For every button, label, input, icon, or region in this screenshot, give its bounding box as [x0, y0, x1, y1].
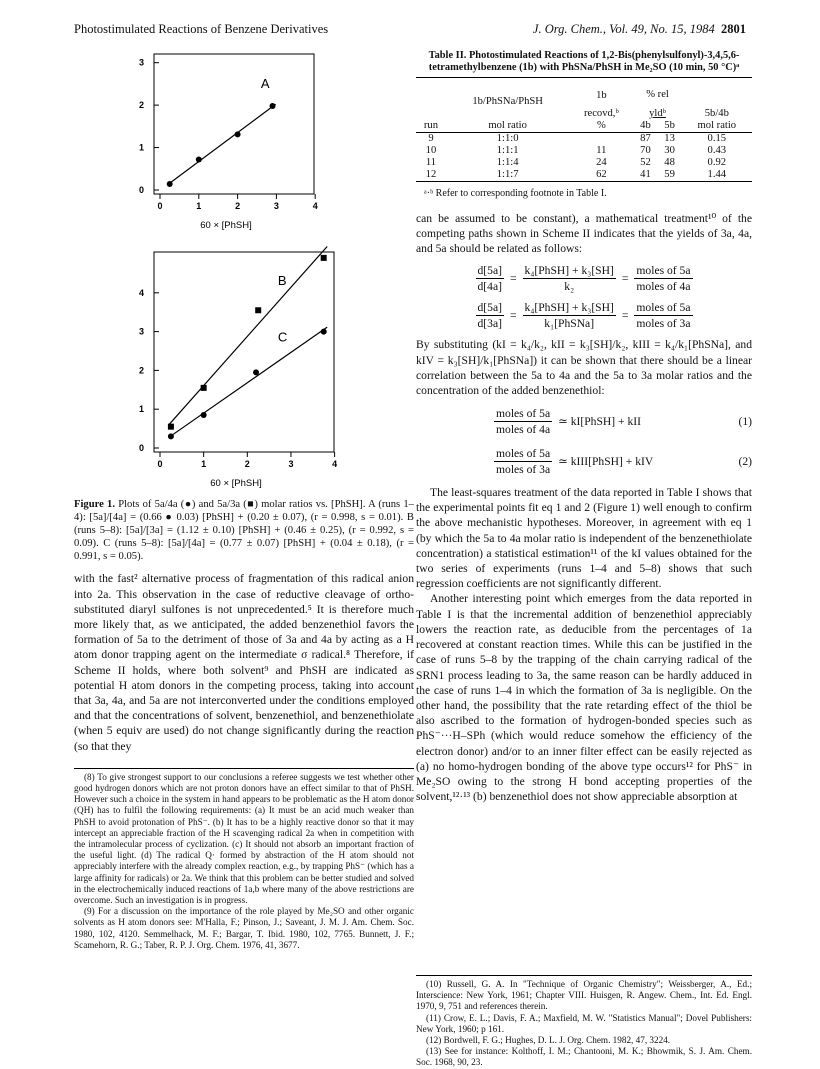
eq-numerator: d[5a]: [476, 263, 504, 279]
table-title: Table II. Photostimulated Reactions of 1,2-Bis(phenylsulfonyl)-3,4,5,6-tetramethylbenzene (1b) with PhSNa/PhSH in Me₂SO (10 min, 50 °C)ᵃ: [428, 50, 740, 74]
table-cell: 1.44: [707, 168, 727, 180]
table-cell: 1:1:0: [496, 132, 519, 144]
eq-denominator: moles of 3a: [496, 462, 551, 476]
series-b-point: [201, 385, 207, 391]
eq-numerator: k₄[PhSH] + k₃[SH]: [523, 300, 616, 316]
table-cell: 10: [425, 144, 437, 156]
footnote-9: (9) For a discussion on the importance of the role played by Me₂SO and other organic solvents as H atom donors see: M'Halla, F.; Pinson, J.; Saveant, J. M. J. Am. Chem. Soc. 1980, 102, 4120. Semmelhack, M. F.; Bargar, T. Ibid. 1980, 102, 7765. Bunnett, J. F.; Scamehorn, R. G.; Taber, R. P. J. Org. Chem. 1976, 41, 3677.: [74, 906, 414, 950]
left-body-paragraph: with the fast² alternative process of fragmentation of this radical anion into 2a. This observation in the case of reductive cleavage of ortho-substituted diaryl sulfones is not unprecedented.⁵ It is therefore much more likely that, as we anticipated, the added benzenethiol favors the formation of 5a to the detriment of those of 3a and 4a by acting as a H atom donor trapping agent on the intermediate σ radical.⁸ Therefore, if Scheme II holds, where both solvent⁹ and PhSH are indicated as potential H atom donors in the competing process, taking into account that 3a, 4a, and 5a are not interconverted under the conditions employed and that the concentrations of solvent, benzenethiol, and benzenethiolate (when 5 equiv are used) do not change significantly during the reaction (so that they: [74, 572, 414, 753]
th-recovd-2: recovd,ᵇ: [583, 107, 619, 119]
table-cell: 24: [596, 156, 607, 168]
eq-denominator: d[4a]: [477, 279, 502, 293]
table-cell: [569, 132, 633, 145]
x-tick-label: 3: [273, 201, 279, 211]
equation-2: [416, 446, 752, 477]
series-a-fit-line: [168, 104, 276, 184]
y-tick-label: 3: [138, 326, 144, 337]
table-bottom-rule: [416, 181, 752, 182]
series-a-point: [167, 181, 173, 187]
eq-denominator: moles of 3a: [636, 317, 691, 331]
footnote-rule: [74, 768, 414, 769]
left-column: [74, 50, 414, 951]
series-c-point: [253, 370, 259, 376]
y-tick-label: 0: [138, 443, 144, 454]
th-4b: 4b: [640, 119, 651, 131]
series-b-point: [255, 307, 261, 313]
th-recovd-1: 1b: [596, 89, 607, 101]
right-mid-paragraph: By substituting (kI = k₄/k₂, kII = k₃[SH]/k₂, kIII = k₄/k₁[PhSNa], and kIV = k₃[SH]/k₁[PhSNa]) it can be shown that there should be a linear correlation between the 5a to 4a and the 5a to 3a molar ratios and the concentration of the added benzenethiol:: [416, 338, 752, 398]
th-ratio54-2: mol ratio: [697, 119, 737, 131]
table-cell: 48: [664, 156, 675, 168]
figure-label: Figure 1.: [74, 499, 115, 511]
table-row: [416, 132, 752, 145]
table-cell: 62: [596, 168, 607, 180]
eq-denominator: k₂: [564, 279, 575, 293]
series-b-fit-line: [169, 247, 327, 425]
table-cell: 1:1:7: [496, 168, 519, 180]
plot-a: [74, 50, 414, 238]
table-cell: 87: [640, 132, 651, 144]
eq-sign: =: [621, 309, 629, 323]
eq-number: (2): [738, 454, 752, 468]
series-c-point: [168, 434, 174, 440]
eq-rhs: ≃ kI[PhSH] + kII: [558, 415, 642, 429]
series-c-fit-line: [169, 327, 327, 437]
footnote-11: (11) Crow, E. L.; Davis, F. A.; Maxfield, M. W. "Statistics Manual"; Dovel Publishers: New York, 1960; p 161.: [416, 1012, 752, 1034]
series-a-point: [270, 103, 276, 109]
table-cell: 12: [425, 168, 437, 180]
table-row: [416, 169, 752, 181]
table-cell: 30: [664, 144, 675, 156]
y-tick-label: 4: [138, 288, 144, 299]
y-tick-label: 0: [138, 185, 144, 195]
eq-sign: =: [621, 271, 629, 285]
table-cell: 59: [664, 168, 675, 180]
x-tick-label: 1: [201, 459, 207, 470]
y-tick-label: 3: [138, 57, 144, 68]
footnote-rule: [416, 975, 752, 976]
x-tick-label: 1: [196, 201, 202, 211]
table-cell: 1:1:4: [496, 156, 519, 168]
x-tick-label: 4: [312, 201, 318, 211]
header-journal: [533, 22, 746, 37]
running-header: [74, 22, 746, 40]
x-tick-label: 4: [332, 459, 338, 470]
plot-frame: [154, 252, 334, 452]
y-tick-label: 1: [138, 142, 144, 153]
eq-denominator: d[3a]: [477, 317, 502, 331]
th-5b: 5b: [664, 119, 675, 131]
eq-rhs: ≃ kIII[PhSH] + kIV: [558, 454, 654, 468]
plot-frame: [154, 54, 314, 194]
journal-citation: J. Org. Chem., Vol. 49, No. 15, 1984: [532, 22, 715, 36]
y-tick-label: 2: [138, 100, 144, 111]
right-column: [416, 50, 752, 804]
eq-numerator: moles of 5a: [634, 300, 692, 316]
table-cell: 1:1:1: [496, 144, 519, 156]
right-body-paragraph: The least-squares treatment of the data reported in Table I shows that the experimental points fit eq 1 and 2 (Figure 1) well enough to confirm the above mechanistic hypotheses. Moreover, in agreement with eq 1 (by which the 5a to 4a molar ratio is independent of the benzenethiolate concentration) a statistical estimation¹¹ of the kI values obtained for the two series of experiments (runs 1–4 and 5–8) shows that such regression coefficients are not significantly different.: [416, 486, 752, 591]
footnote-12: (12) Bordwell, F. G.; Hughes, D. L. J. Org. Chem. 1982, 47, 3224.: [426, 1035, 671, 1046]
right-intro-paragraph: can be assumed to be constant), a mathematical treatment¹⁰ of the competing paths shown in Scheme II indicates that the yields of 3a, 4a, and 5a should be related as follows:: [416, 212, 752, 256]
figure-caption: [74, 498, 414, 563]
series-b-point: [321, 255, 327, 261]
x-tick-label: 2: [235, 201, 241, 211]
eq-sign: =: [509, 309, 517, 323]
table-cell: 11: [596, 144, 607, 156]
table-row: [416, 157, 752, 169]
eq-denominator: k₁[PhSNa]: [544, 317, 595, 331]
table-cell: 41: [640, 168, 651, 180]
plot-b-c: [74, 242, 414, 492]
figure-caption-text: Plots of 5a/4a (●) and 5a/3a (■) molar ratios vs. [PhSH]. A (runs 1–4): [5a]/[4a] = (0.66 ● 0.03) [PhSH] + (0.20 ± 0.07), (r = 0.998, s = 0.01). B (runs 5–8): [5a]/[3a] = (1.12 ± 0.10) [PhSH] + (0.46 ± 0.25), (r = 0.992, s = 0.09). C (runs 5–8): [5a]/[4a] = (0.77 ± 0.07) [PhSH] + (0.04 ± 0.18), (r = 0.991, s = 0.05).: [74, 499, 414, 563]
eq-numerator: moles of 5a: [634, 263, 692, 279]
x-axis-label: 60 × [PhSH]: [200, 220, 252, 231]
eq-sign: =: [509, 271, 517, 285]
table-cell: 0.43: [707, 144, 727, 156]
table-cell: 13: [664, 132, 675, 144]
table-cell: 11: [425, 156, 437, 168]
eq-numerator: moles of 5a: [494, 406, 552, 422]
th-ratio-2: mol ratio: [488, 119, 527, 131]
eq-numerator: moles of 5a: [494, 446, 552, 462]
series-c-point: [201, 412, 207, 418]
series-c-point: [321, 329, 327, 335]
y-tick-label: 1: [138, 404, 144, 415]
y-tick-label: 2: [138, 365, 144, 376]
equation-1: [416, 406, 752, 437]
th-rel-1: % rel: [646, 88, 669, 100]
x-tick-label: 0: [157, 459, 163, 470]
table-footnote: ᵃ·ᵇ Refer to corresponding footnote in Table I.: [424, 187, 607, 199]
eq-denominator: moles of 4a: [636, 279, 691, 293]
th-run: run: [423, 119, 439, 131]
x-tick-label: 2: [244, 459, 250, 470]
series-b-point: [168, 424, 174, 430]
table-cell: 70: [640, 144, 651, 156]
series-a-point: [196, 156, 202, 162]
label-c: C: [277, 329, 288, 345]
footnote-8: (8) To give strongest support to our conclusions a referee suggests we test whether other good hydrogen donors which are not proton donors have an effect similar to that of PhSH. However such a choice in the system in hand appears to be problematic as the H atom donor (QH) has to fulfil the following requirements: (a) It must be an acid much weaker than PhSH to avoid protonation of PhS⁻. (b) It has to be a highly reactive donor so that it may intercept an appreciable fraction of the H scavenging radical 2a when in competition with the intramolecular process of cyclization. (c) It should not absorb an important fraction of the useful light. (d) The radical Q· formed by abstraction of the H atom should not appreciably interfere with the already complex reaction, e.g., by trapping PhS⁻ (which has a large affinity for radicals) or 2a. We think that this problem can be better studied and solved in the electrochemically induced reactions of 1a,b where many of the above restrictions are overcome. Such an investigation is in progress.: [74, 771, 414, 906]
th-recovd-3: %: [596, 119, 606, 131]
eq-denominator: moles of 4a: [496, 423, 551, 437]
th-rel-2: yldᵇ: [649, 107, 666, 119]
footnote-10: (10) Russell, G. A. In "Technique of Organic Chemistry"; Weissberger, A., Ed.; Interscience: New York, 1961; Chapter VIII. Huisgen, R. Angew. Chem., Int. Ed. Engl. 1970, 9, 751 and references therein.: [416, 979, 752, 1012]
table-top-rule: [416, 77, 752, 78]
x-tick-label: 3: [288, 459, 294, 470]
table-cell: 0.15: [707, 132, 727, 144]
eq-numerator: d[5a]: [476, 300, 504, 316]
table-row: [416, 145, 752, 157]
left-footnotes: [74, 772, 414, 951]
eq-numerator: k₄[PhSH] + k₃[SH]: [523, 263, 616, 279]
label-a: A: [260, 76, 270, 92]
table-2: [416, 82, 752, 181]
label-b: B: [277, 273, 287, 289]
eq-number: (1): [738, 415, 752, 429]
x-tick-label: 0: [157, 201, 163, 211]
th-ratio54-1: 5b/4b: [704, 107, 729, 119]
equation-rate-3a: [416, 300, 752, 331]
page-number: 2801: [721, 22, 746, 36]
table-cell: 0.92: [707, 156, 727, 168]
header-title: Photostimulated Reactions of Benzene Derivatives: [74, 22, 329, 36]
series-a-point: [235, 131, 241, 137]
table-cell: 9: [428, 132, 434, 144]
right-body-paragraph: Another interesting point which emerges from the data reported in Table I is that the incremental addition of benzenethiol appreciably lowers the reaction rate, as deducible from the percentages of 1a recovered at constant reaction times. While this can be justified in the case of runs 5–8 by the trapping of the chain carrying radical of the SRN1 process leading to 3a, the same reason can be hardly adduced in the case of runs 1–4 in which the formation of 3a is negligible. On the other hand, the possibility that the rate retarding effect of the thiol be also ascribed to the formation of hydrogen-bonded species such as PhS⁻···H–SPh (which would reduce somehow the efficiency of the electron donor) and/or to an inner filter effect can be easily rejected as (a) no homo-hydrogen bonding of the above type occurs¹² for PhS⁻ in Me₂SO owing to the strong H bond accepting properties of the solvent,¹²·¹³ (b) benzenethiol does not show appreciable absorption at: [416, 592, 752, 804]
table-cell: 52: [640, 156, 651, 168]
x-axis-label: 60 × [PhSH]: [210, 478, 262, 490]
equation-rate-4a: [416, 263, 752, 294]
right-footnotes: [416, 975, 752, 1069]
footnote-13: (13) See for instance: Kolthoff, I. M.; Chantooni, M. K.; Bhowmik, S. J. Am. Chem. Soc. 1968, 90, 23.: [416, 1046, 752, 1068]
th-ratio-1: 1b/PhSNa/PhSH: [472, 95, 543, 107]
